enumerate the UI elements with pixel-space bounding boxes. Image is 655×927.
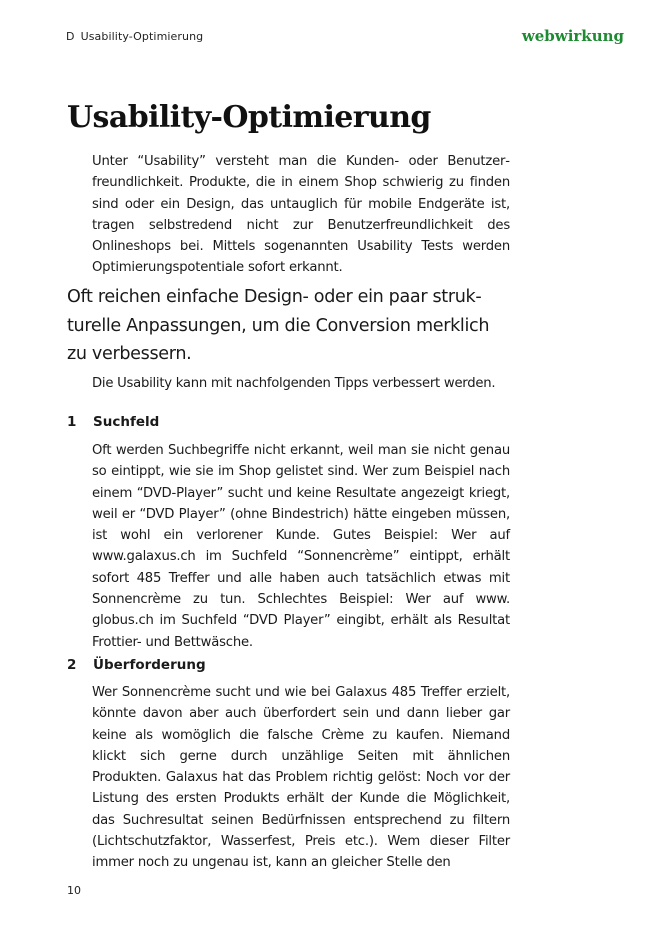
page-number: 10 (67, 884, 81, 897)
section-text-suchfeld: Oft werden Suchbegriffe nicht erkannt, weil man sie nicht genau so eintippt, wie sie im Shop gelistet sind. Wer zum Beispiel nach einem “DVD-Player” sucht und keine Resultate angezeigt kriegt, weil er “DVD Player” (ohne Bindestrich) hätte eingeben müssen, ist wohl ein verlorener Kunde. Gutes Beispiel: Wer auf www.galaxus.ch im Suchfeld “Sonnencrème” eintippt, erhält sofort 485 Treffer und alle haben auch tatsächlich etwas mit Sonnencrème zu tun. Schlechtes Beispiel: Wer auf www. globus.ch im Suchfeld “DVD Player” eingibt, erhält als Resultat Frottier- und Bettwäsche. (92, 443, 510, 650)
lead-statement: Oft reichen einfache Design- oder ein paar strukturelle Anpassungen, um die Conversion merklich zu verbessern. (67, 287, 490, 364)
section-heading-ueberforderung (67, 657, 206, 673)
section-title-text: Überforderung (93, 657, 206, 673)
section-number: 1 (67, 414, 77, 430)
tips-intro: Die Usability kann mit nachfolgenden Tipps verbessert werden. (92, 376, 496, 391)
section-title: Usability-Optimierung (80, 30, 204, 43)
section-heading-suchfeld (67, 414, 159, 430)
section-number: 2 (67, 657, 77, 673)
intro-paragraph: Unter “Usability” versteht man die Kunden- oder Benutzerfreundlichkeit. Produkte, die in einem Shop schwierig zu finden sind oder ein Design, das untauglich für mobile Endgeräte ist, tragen selbstredend nicht zur Benutzerfreundlichkeit des Onlineshops bei. Mittels sogenannten Usability Tests werden Optimierungspotentiale sofort erkannt. (92, 154, 510, 276)
section-title-text: Suchfeld (93, 414, 160, 430)
brand-logo: webwirkung (521, 27, 624, 45)
running-head (66, 30, 203, 43)
page-title: Usability-Optimierung (67, 100, 431, 135)
page-header (66, 29, 624, 47)
section-letter: D (66, 30, 75, 43)
section-text-ueberforderung: Wer Sonnencrème sucht und wie bei Galaxus 485 Treffer erzielt, könnte davon aber auch überfordert sein und dann lieber gar keine als womöglich die falsche Crème zu kaufen. Niemand klickt sich gerne durch unzählige Seiten mit ähnlichen Produkten. Galaxus hat das Problem richtig gelöst: Noch vor der Listung des ersten Produkts erhält der Kunde die Möglichkeit, das Suchresultat seinen Bedürfnissen entsprechend zu filtern (Lichtschutzfaktor, Wasserfest, Preis etc.). Wem dieser Filter immer noch zu ungenau ist, kann an gleicher Stelle den (92, 685, 510, 871)
